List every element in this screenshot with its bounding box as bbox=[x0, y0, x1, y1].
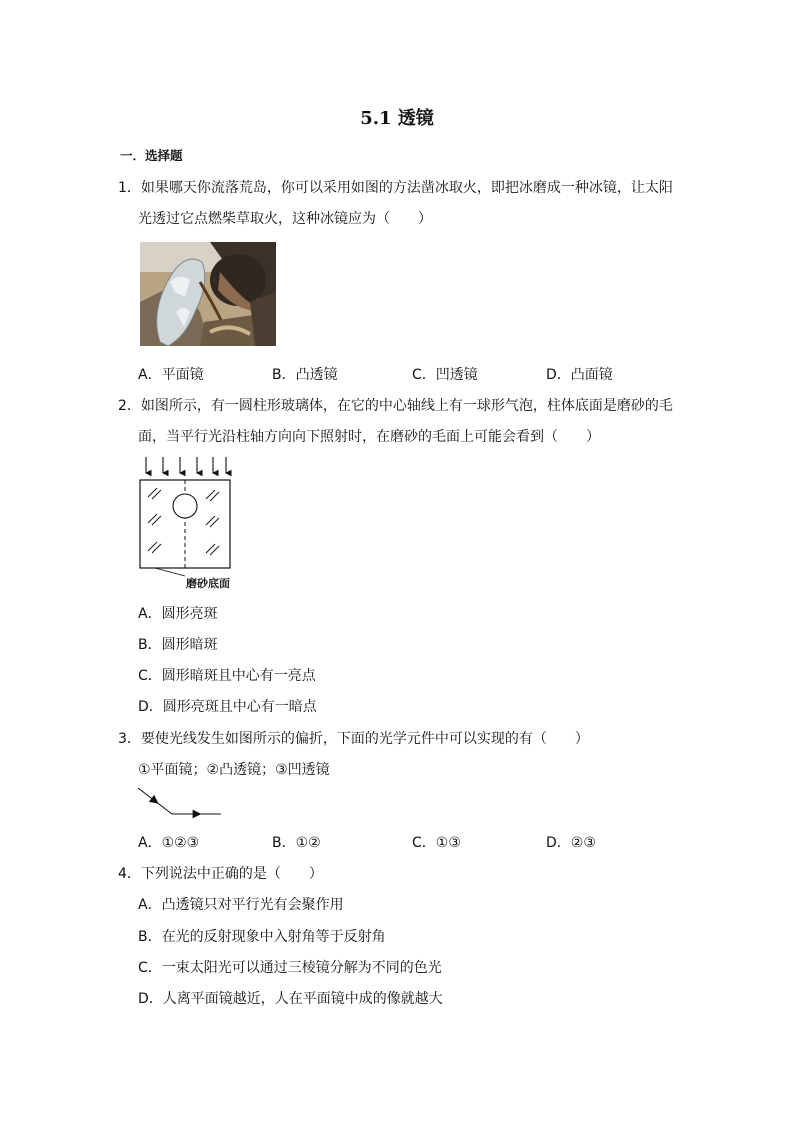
q3-stem: 3．要使光线发生如图所示的偏折，下面的光学元件中可以实现的有（ ） bbox=[118, 731, 589, 747]
q4-option-a[interactable]: A．凸透镜只对平行光有会聚作用 bbox=[138, 897, 344, 913]
q1-option-c[interactable]: C．凹透镜 bbox=[412, 367, 478, 383]
q1-option-d[interactable]: D．凸面镜 bbox=[546, 367, 613, 383]
q2-cylinder-diagram bbox=[135, 455, 250, 595]
q1-option-b[interactable]: B．凸透镜 bbox=[272, 367, 338, 383]
q4-option-d[interactable]: D．人离平面镜越近，人在平面镜中成的像就越大 bbox=[138, 991, 443, 1007]
q4-option-c[interactable]: C．一束太阳光可以通过三棱镜分解为不同的色光 bbox=[138, 960, 442, 976]
q3-option-b[interactable]: B．①② bbox=[272, 835, 321, 851]
q2-stem-line1: 2．如图所示，有一圆柱形玻璃体，在它的中心轴线上有一球形气泡，柱体底面是磨砂的毛 bbox=[118, 398, 673, 414]
q1-stem-line2: 光透过它点燃柴草取火，这种冰镜应为（ ） bbox=[138, 211, 432, 227]
q3-option-c[interactable]: C．①③ bbox=[412, 835, 461, 851]
air-bubble bbox=[173, 494, 197, 518]
q2-option-a[interactable]: A．圆形亮斑 bbox=[138, 606, 218, 622]
frosted-bottom-label: 磨砂底面 bbox=[186, 577, 230, 590]
q2-option-d[interactable]: D．圆形亮斑且中心有一暗点 bbox=[138, 699, 317, 715]
incident-ray bbox=[138, 788, 155, 801]
q3-options bbox=[138, 832, 698, 852]
q4-option-b[interactable]: B．在光的反射现象中入射角等于反射角 bbox=[138, 929, 386, 945]
q2-option-b[interactable]: B．圆形暗斑 bbox=[138, 637, 218, 653]
q1-options bbox=[138, 364, 698, 384]
q1-option-a[interactable]: A．平面镜 bbox=[138, 367, 204, 383]
q2-option-c[interactable]: C．圆形暗斑且中心有一亮点 bbox=[138, 668, 316, 684]
page-title: 5.1 透镜 bbox=[360, 108, 434, 129]
q4-stem: 4．下列说法中正确的是（ ） bbox=[118, 866, 323, 882]
q1-stem-line1: 1．如果哪天你流落荒岛，你可以采用如图的方法凿冰取火，即把冰磨成一种冰镜，让太阳 bbox=[118, 180, 673, 196]
q3-option-a[interactable]: A．①②③ bbox=[138, 835, 200, 851]
incident-ray bbox=[155, 801, 172, 814]
q3-option-d[interactable]: D．②③ bbox=[546, 835, 596, 851]
section-heading: 一．选择题 bbox=[120, 148, 183, 163]
q3-refraction-diagram bbox=[135, 784, 225, 824]
leader-line bbox=[155, 568, 185, 576]
q3-elements: ①平面镜；②凸透镜；③凹透镜 bbox=[138, 762, 330, 778]
q1-photo bbox=[140, 242, 276, 350]
q2-stem-line2: 面，当平行光沿柱轴方向向下照射时，在磨砂的毛面上可能会看到（ ） bbox=[138, 429, 600, 445]
